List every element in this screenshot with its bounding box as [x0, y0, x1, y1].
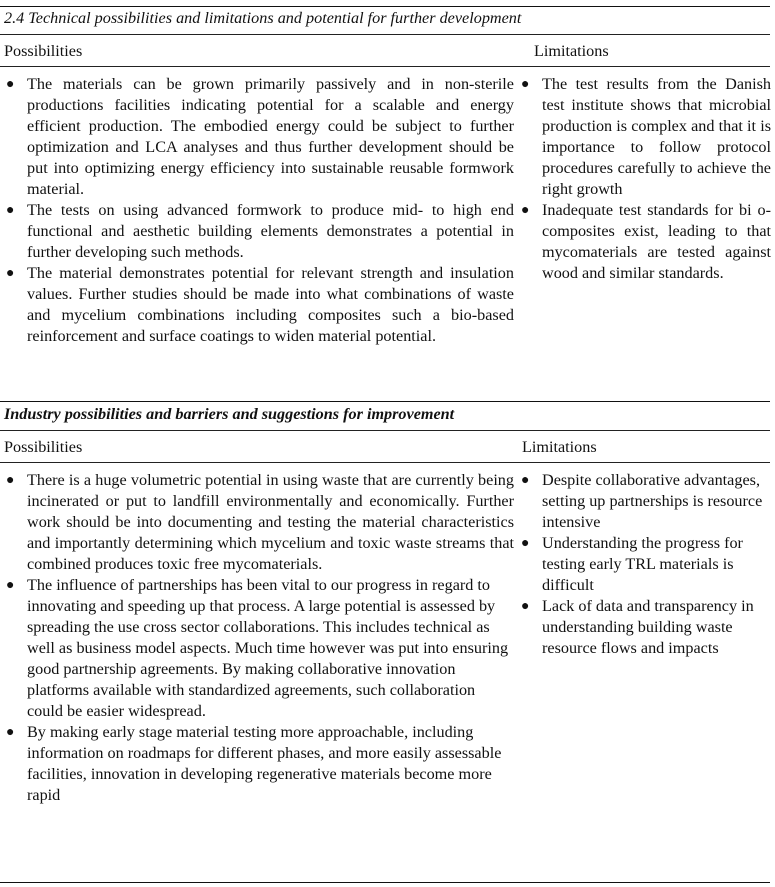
list-item: ● The material demonstrates potential for relevant strength and insulation values. Further studies should be made into what combinations of waste and mycelium combinations including composites such a bio-based reinforcement and surface coatings to widen material potential. — [6, 264, 514, 345]
section1-header-rule — [0, 66, 770, 67]
section2-possibilities-header: Possibilities — [4, 438, 83, 456]
list-item: ● The materials can be grown primarily passively and in non-sterile productions facilities indicating potential for a scalable and energy efficient production. The embodied energy could be subject to further optimization and LCA analyses and thus further development should be put into optimizing energy efficiency into sustainable reusable formwork material. — [6, 75, 514, 198]
section1-title: 2.4 Technical possibilities and limitations and potential for further development — [4, 9, 522, 27]
bullet-icon: ● — [521, 77, 530, 92]
section2-header-rule — [0, 462, 770, 463]
bullet-icon: ● — [521, 473, 530, 488]
section1-limitations-header: Limitations — [534, 42, 609, 60]
list-item: ● Inadequate test standards for bi o-composites exist, leading to that mycomaterials are tested against wood and similar standards. — [521, 201, 771, 282]
bullet-icon: ● — [6, 725, 15, 740]
section2-possibilities-list — [4, 470, 514, 806]
list-item: ● Despite collaborative advantages, setting up partnerships is resource intensive — [521, 471, 763, 531]
list-item: ● There is a huge volumetric potential in using waste that are currently being incinerated or put to landfill environmentally and economically. Further work should be into documenting and testing the material characteristics and importantly determining which mycelium and toxic waste streams that combined produces toxic free mycomaterials. — [6, 471, 514, 573]
section2-top-rule — [0, 401, 770, 402]
section2-title: Industry possibilities and barriers and suggestions for improvement — [4, 405, 455, 423]
bullet-icon: ● — [6, 203, 15, 218]
section1-limitations-list — [519, 74, 771, 284]
bullet-icon: ● — [6, 578, 15, 593]
section2-limitations-list — [519, 470, 769, 659]
section2-bottom-rule — [0, 882, 770, 883]
bullet-icon: ● — [521, 536, 530, 551]
section2-limitations-header: Limitations — [522, 438, 597, 456]
section1-top-rule — [0, 6, 770, 7]
section1-title-rule — [0, 34, 770, 35]
list-item: ● The tests on using advanced formwork to produce mid- to high end functional and aesthetic building elements demonstrates a potential in further developing such methods. — [6, 201, 514, 261]
list-item: ● The test results from the Danish test institute shows that microbial production is complex and that it is importance to follow protocol procedures carefully to achieve the right growth — [521, 75, 771, 198]
list-item: ● Understanding the progress for testing early TRL materials is difficult — [521, 534, 743, 594]
bullet-icon: ● — [6, 77, 15, 92]
list-item: ● The influence of partnerships has been vital to our progress in regard to innovating and speeding up that process. A large potential is assessed by spreading the use cross sector collaborations. This includes technical as well as business model aspects. Much time however was put into ensuring good partnership agreements. By making collaborative innovation platforms available with standardized agreements, such collaboration could be easier widespread. — [6, 576, 509, 720]
section1-possibilities-header: Possibilities — [4, 42, 83, 60]
section2-title-rule — [0, 430, 770, 431]
bullet-icon: ● — [521, 599, 530, 614]
list-item: ● Lack of data and transparency in understanding building waste resource flows and impacts — [521, 597, 754, 657]
section1-possibilities-list — [4, 74, 514, 347]
bullet-icon: ● — [521, 203, 530, 218]
bullet-icon: ● — [6, 473, 15, 488]
list-item: ● By making early stage material testing more approachable, including information on roadmaps for different phases, and more easily assessable facilities, innovation in developing regenerative materials become more rapid — [6, 723, 502, 804]
bullet-icon: ● — [6, 266, 15, 281]
